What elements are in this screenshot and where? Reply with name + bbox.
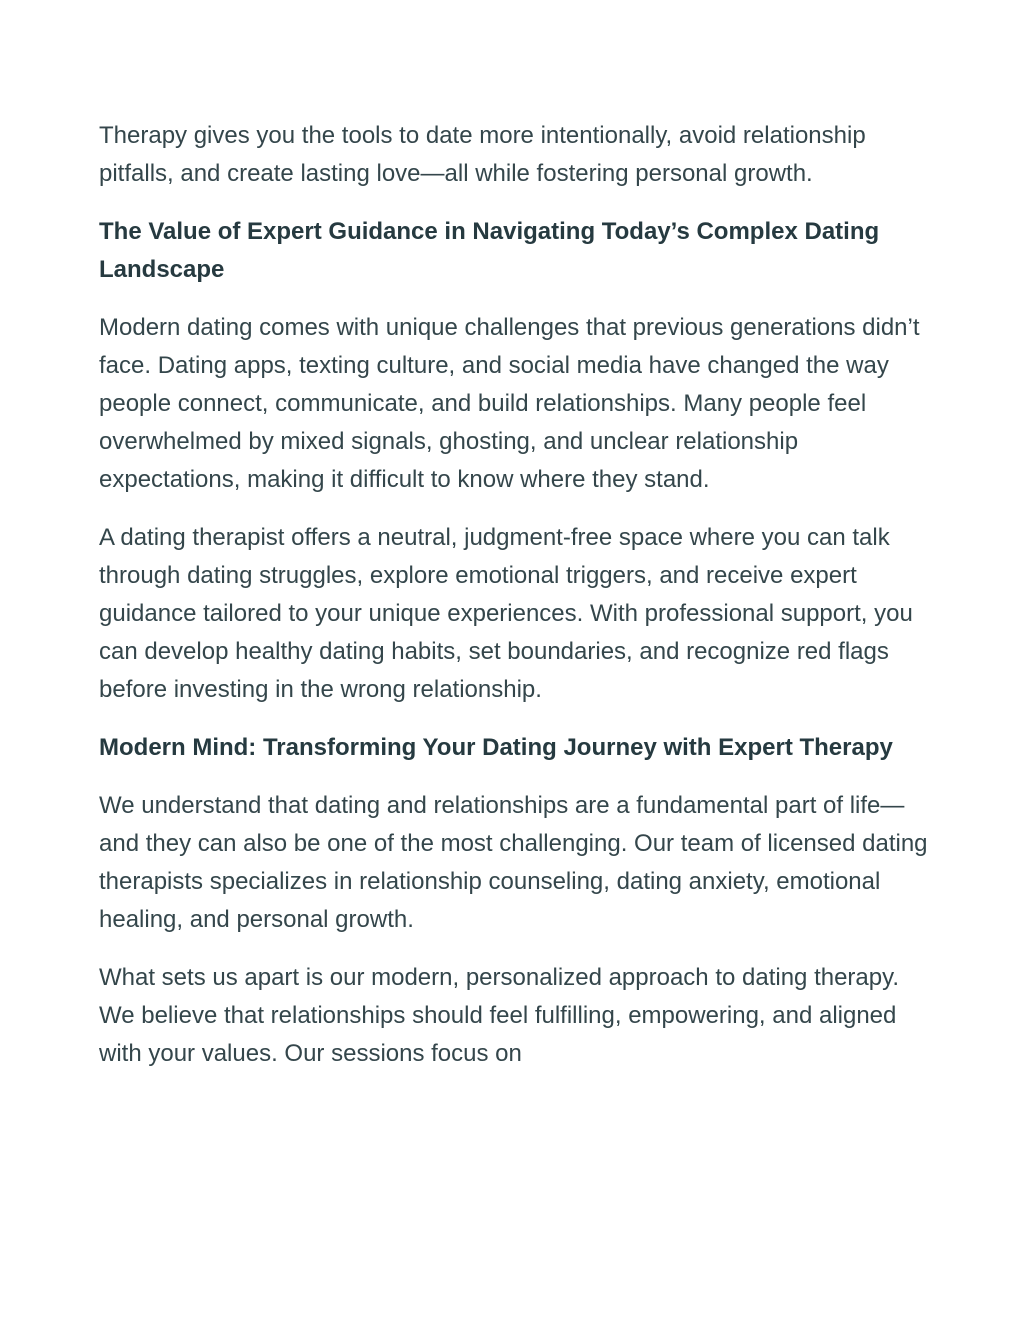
body-paragraph: A dating therapist offers a neutral, judgment-free space where you can talk through dating struggles, explore emotional triggers, and receive expert guidance tailored to your unique experiences. With professional support, you can develop healthy dating habits, set boundaries, and recognize red flags before investing in the wrong relationship.	[99, 524, 913, 703]
body-paragraph: What sets us apart is our modern, personalized approach to dating therapy. We believe that relationships should feel fulfilling, empowering, and aligned with your values. Our sessions focus on	[99, 964, 900, 1067]
section-heading-modern-mind: Modern Mind: Transforming Your Dating Journey with Expert Therapy	[99, 734, 893, 761]
body-paragraph: We understand that dating and relationships are a fundamental part of life—and they can also be one of the most challenging. Our team of licensed dating therapists specializes in relationship counseling, dating anxiety, emotional healing, and personal growth.	[99, 792, 928, 933]
intro-paragraph: Therapy gives you the tools to date more intentionally, avoid relationship pitfalls, and create lasting love—all while fostering personal growth.	[99, 122, 866, 187]
body-paragraph: Modern dating comes with unique challenges that previous generations didn’t face. Dating apps, texting culture, and social media have changed the way people connect, communicate, and build relationships. Many people feel overwhelmed by mixed signals, ghosting, and unclear relationship expectations, making it difficult to know where they stand.	[99, 314, 920, 493]
document-page	[99, 117, 929, 1093]
section-heading-expert-guidance: The Value of Expert Guidance in Navigating Today’s Complex Dating Landscape	[99, 218, 880, 283]
